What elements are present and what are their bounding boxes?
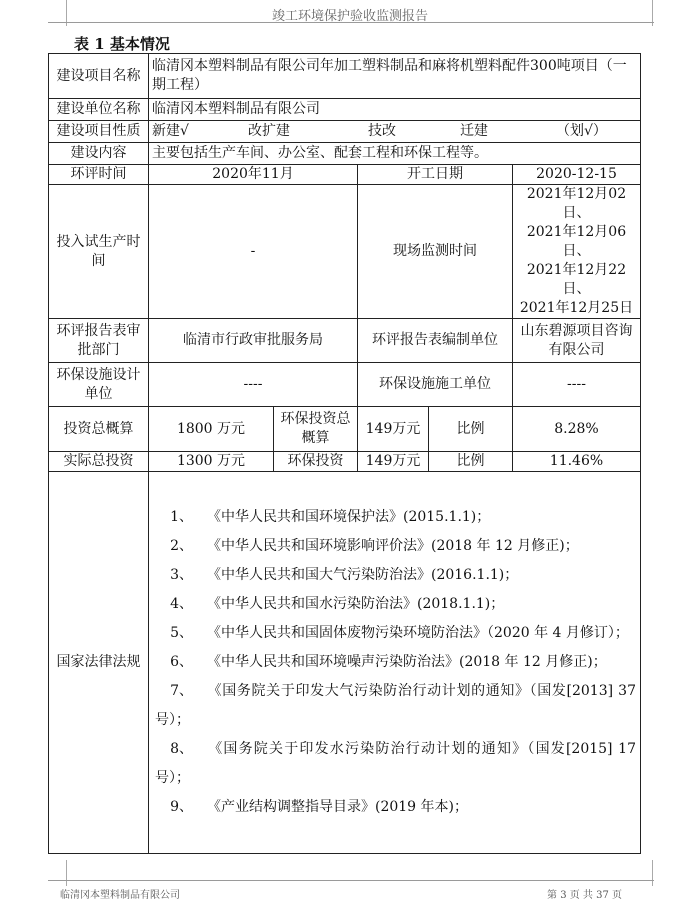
footer-rule bbox=[48, 880, 654, 881]
nature-option: （划√） bbox=[556, 123, 607, 139]
monitoring-date: 2021年12月02日、 bbox=[526, 186, 627, 221]
design-unit-value: ---- bbox=[149, 363, 358, 407]
law-item: 6、 《中华人民共和国环境噪声污染防治法》(2018 年 12 月修正)； bbox=[170, 654, 607, 670]
construction-unit-value: ---- bbox=[513, 363, 641, 407]
basic-info-table bbox=[48, 53, 641, 854]
table-title: 表 1 基本情况 bbox=[74, 35, 170, 53]
crop-mark bbox=[40, 860, 67, 886]
law-item: 7、 《国务院关于印发大气污染防治行动计划的通知》（国发[2013] 37 号）； bbox=[155, 683, 636, 728]
law-item: 5、 《中华人民共和国固体废物污染环境防治法》（2020 年 4 月修订）； bbox=[170, 625, 629, 641]
actual-env-value: 149万元 bbox=[358, 452, 429, 472]
law-item: 1、 《中华人民共和国环境保护法》(2015.1.1)； bbox=[170, 509, 491, 525]
header-rule bbox=[48, 22, 654, 23]
design-unit-label: 环保设施设计单位 bbox=[49, 363, 149, 407]
report-preparer-value: 山东碧源项目咨询有限公司 bbox=[513, 319, 641, 363]
ratio-value: 8.28% bbox=[513, 407, 641, 452]
nature-option: 新建√ bbox=[152, 123, 189, 139]
trial-production-label: 投入试生产时间 bbox=[49, 185, 149, 319]
law-item: 4、 《中华人民共和国水污染防治法》(2018.1.1)； bbox=[170, 596, 505, 612]
eia-time-label: 环评时间 bbox=[49, 165, 149, 185]
total-budget-value: 1800 万元 bbox=[149, 407, 274, 452]
nature-option: 改扩建 bbox=[248, 123, 290, 139]
monitoring-dates bbox=[513, 185, 641, 319]
ratio-label: 比例 bbox=[429, 407, 513, 452]
actual-ratio-value: 11.46% bbox=[513, 452, 641, 472]
eia-time-value: 2020年11月 bbox=[149, 165, 358, 185]
monitoring-time-label: 现场监测时间 bbox=[358, 185, 513, 319]
footer-company: 临清冈本塑料制品有限公司 bbox=[60, 890, 180, 901]
env-budget-value: 149万元 bbox=[358, 407, 429, 452]
nature-options bbox=[149, 121, 641, 143]
report-preparer-label: 环评报告表编制单位 bbox=[358, 319, 513, 363]
nature-option: 技改 bbox=[368, 123, 396, 139]
content-label: 建设内容 bbox=[49, 143, 149, 165]
start-date-label: 开工日期 bbox=[358, 165, 513, 185]
laws-label: 国家法律法规 bbox=[49, 472, 149, 854]
actual-env-label: 环保投资 bbox=[274, 452, 358, 472]
total-budget-label: 投资总概算 bbox=[49, 407, 149, 452]
running-header: 竣工环境保护验收监测报告 bbox=[271, 9, 428, 24]
env-budget-label: 环保投资总概算 bbox=[274, 407, 358, 452]
start-date-value: 2020-12-15 bbox=[513, 165, 641, 185]
project-name-label: 建设项目名称 bbox=[49, 54, 149, 99]
actual-investment-label: 实际总投资 bbox=[49, 452, 149, 472]
approval-dept-value: 临清市行政审批服务局 bbox=[149, 319, 358, 363]
laws-list bbox=[149, 472, 641, 854]
trial-production-value: - bbox=[149, 185, 358, 319]
law-item: 9、 《产业结构调整指导目录》(2019 年本)； bbox=[170, 799, 469, 815]
unit-name-value: 临清冈本塑料制品有限公司 bbox=[149, 99, 641, 121]
law-item: 2、 《中华人民共和国环境影响评价法》(2018 年 12 月修正)； bbox=[170, 538, 579, 554]
unit-name-label: 建设单位名称 bbox=[49, 99, 149, 121]
law-item: 8、 《国务院关于印发水污染防治行动计划的通知》（国发[2015] 17 号）； bbox=[155, 741, 636, 786]
nature-label: 建设项目性质 bbox=[49, 121, 149, 143]
law-item: 3、 《中华人民共和国大气污染防治法》(2016.1.1)； bbox=[170, 567, 519, 583]
approval-dept-label: 环评报告表审批部门 bbox=[49, 319, 149, 363]
actual-ratio-label: 比例 bbox=[429, 452, 513, 472]
crop-mark bbox=[652, 860, 679, 886]
monitoring-date: 2021年12月22日、 bbox=[526, 262, 627, 297]
monitoring-date: 2021年12月06日、 bbox=[526, 224, 627, 259]
construction-unit-label: 环保设施施工单位 bbox=[358, 363, 513, 407]
project-name-value: 临清冈本塑料制品有限公司年加工塑料制品和麻将机塑料配件300吨项目（一期工程） bbox=[149, 54, 641, 99]
page-number: 第 3 页 共 37 页 bbox=[547, 890, 622, 901]
nature-option: 迁建 bbox=[460, 123, 488, 139]
monitoring-date: 2021年12月25日 bbox=[519, 300, 634, 316]
content-value: 主要包括生产车间、办公室、配套工程和环保工程等。 bbox=[149, 143, 641, 165]
actual-investment-value: 1300 万元 bbox=[149, 452, 274, 472]
